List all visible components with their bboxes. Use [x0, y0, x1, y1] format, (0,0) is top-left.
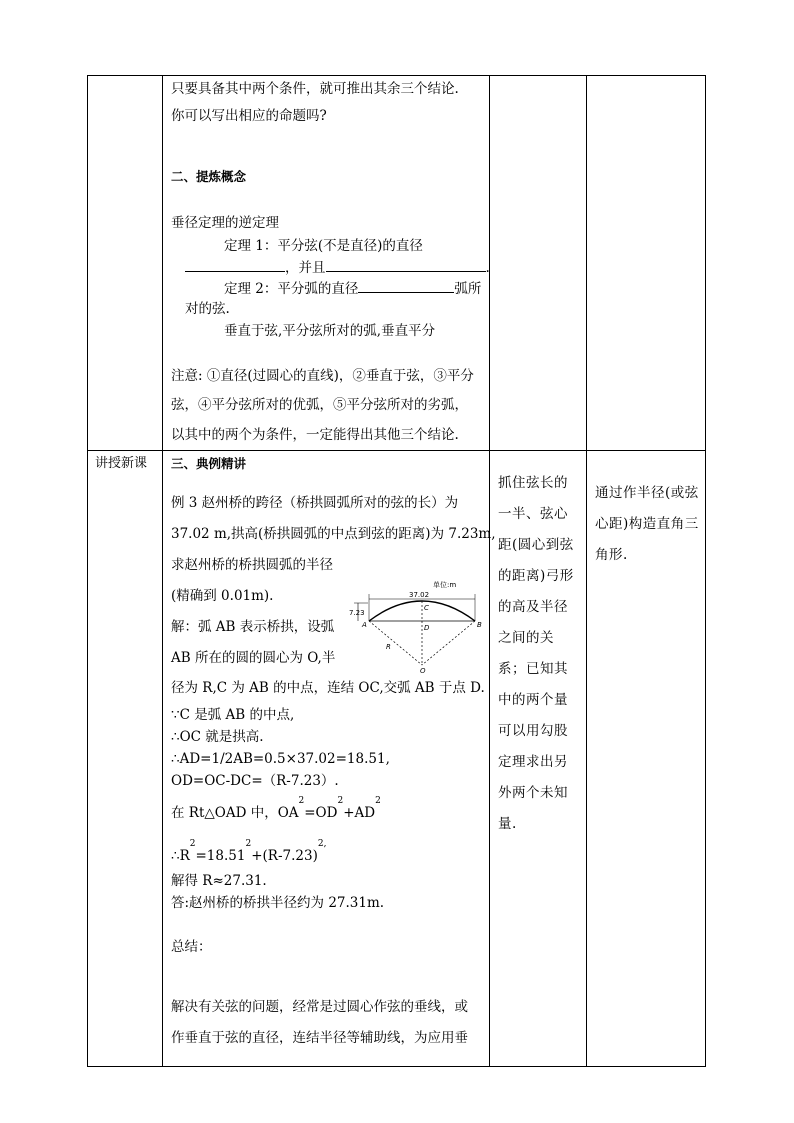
point-O-label: O: [420, 667, 426, 673]
row1-content-cell: [163, 76, 490, 451]
theorem2-line: [224, 278, 481, 299]
equation-part: ∴R: [171, 848, 190, 864]
example-line: (精确到 0.01m).: [171, 588, 274, 604]
point-A-label: A: [362, 621, 367, 629]
radius-OA: [369, 621, 422, 665]
theorem2-tail: 弧所: [454, 281, 482, 297]
point-C-label: C: [424, 604, 429, 612]
theorem1-connector: ，并且: [285, 260, 326, 276]
equation-part: +(R-7.23): [251, 848, 318, 864]
superscript: 2: [298, 796, 305, 806]
note-line: 以其中的两个为条件，一定能得出其他三个结论.: [171, 427, 459, 443]
row1-col4-cell: [587, 76, 706, 451]
point-D-label: D: [424, 624, 430, 632]
table-row: [88, 76, 706, 451]
example-line: 例 3 赵州桥的跨径（桥拱圆弧所对的弦的长）为: [171, 495, 459, 511]
row1-label-cell: [88, 76, 163, 451]
answer-line: 答:赵州桥的桥拱半径约为 27.31m.: [171, 895, 385, 911]
bridge-figure: [349, 577, 483, 673]
method-note-text: 通过作半径(或弦心距)构造直角三角形.: [595, 485, 699, 563]
solution-line: ∴AD=1/2AB=0.5×37.02=18.51,: [171, 751, 390, 767]
point-B-label: B: [477, 621, 482, 629]
note-line: 弦，④平分弦所对的优弧，⑤平分弦所对的劣弧，: [171, 397, 468, 413]
row2-content-cell: [163, 451, 496, 1067]
equation-part: +AD: [343, 805, 376, 821]
equation-part: =OD: [304, 805, 338, 821]
solution-line: ∴OC 就是拱高.: [171, 729, 264, 745]
text-line: 只要具备其中两个条件，就可推出其余三个结论.: [171, 81, 459, 97]
equation-part: =18.51: [195, 848, 246, 864]
fill-blank[interactable]: [326, 257, 486, 272]
solution-line: 径为 R,C 为 AB 的中点，连结 OC,交弧 AB 于点 D.: [171, 680, 485, 696]
table-row: [88, 451, 706, 1067]
superscript: 2,: [317, 839, 327, 849]
equation-part: 在 Rt△OAD 中，OA: [171, 805, 299, 821]
text-line: 你可以写出相应的命题吗?: [171, 108, 327, 124]
height-label: 7.23: [349, 609, 365, 617]
radius-OB: [422, 621, 475, 665]
section-title: 二、提炼概念: [171, 169, 247, 184]
solution-line: 解得 R≈27.31.: [171, 873, 267, 889]
row2-label-cell: [88, 451, 163, 1067]
theorem2-cont: 对的弦.: [185, 301, 230, 317]
lesson-table: [87, 75, 706, 1067]
span-label: 37.02: [409, 591, 430, 599]
fill-blank[interactable]: [358, 278, 454, 293]
row1-col3-cell: [490, 76, 587, 451]
theorem-answer-line: 垂直于弦,平分弦所对的弧,垂直平分: [224, 323, 436, 339]
summary-title: 总结：: [171, 939, 212, 955]
theorem2-text: 定理 2：平分弧的直径: [224, 281, 359, 297]
row-label: 讲授新课: [95, 456, 148, 471]
theorem1-blanks: [185, 257, 490, 278]
summary-line: 解决有关弦的问题，经常是过圆心作弦的垂线，或: [171, 999, 468, 1015]
superscript: 2: [189, 839, 196, 849]
row2-col4-cell: [587, 451, 706, 1067]
converse-title: 垂径定理的逆定理: [171, 215, 279, 231]
example-line: 求赵州桥的桥拱圆弧的半径: [171, 557, 333, 573]
theorem1-line: 定理 1：平分弦(不是直径)的直径: [224, 238, 423, 254]
figure-unit: 单位:m: [433, 581, 457, 589]
section-title: 三、典例精讲: [171, 456, 247, 471]
superscript: 2: [245, 839, 252, 849]
summary-line: 作垂直于弦的直径，连结半径等辅助线，为应用垂: [171, 1030, 468, 1046]
note-line: 注意: ①直径(过圆心的直线)，②垂直于弦，③平分: [171, 368, 474, 384]
equation-line: [171, 839, 327, 868]
example-line: 37.02 m,拱高(桥拱圆弧的中点到弦的距离)为 7.23m,: [171, 526, 496, 542]
solution-line: OD=OC-DC=（R-7.23）.: [171, 773, 339, 789]
design-intent-text: 抓住弦长的一半、弦心距(圆心到弦的距离)弓形的高及半径之间的关系；已知其中的两个量可以用勾股定理求出另外两个未知量.: [498, 475, 574, 832]
solution-line: ∵C 是弧 AB 的中点,: [171, 707, 295, 723]
solution-line: AB 所在的圆的圆心为 O,半: [171, 650, 336, 666]
radius-R-label: R: [386, 643, 391, 651]
pythagoras-line: [171, 796, 381, 825]
superscript: 2: [375, 796, 381, 806]
solution-line: 解：弧 AB 表示桥拱，设弧: [171, 619, 335, 635]
theorem1-end: .: [485, 260, 490, 276]
fill-blank[interactable]: [185, 257, 285, 272]
superscript: 2: [337, 796, 344, 806]
row2-col3-cell: [490, 451, 587, 1067]
